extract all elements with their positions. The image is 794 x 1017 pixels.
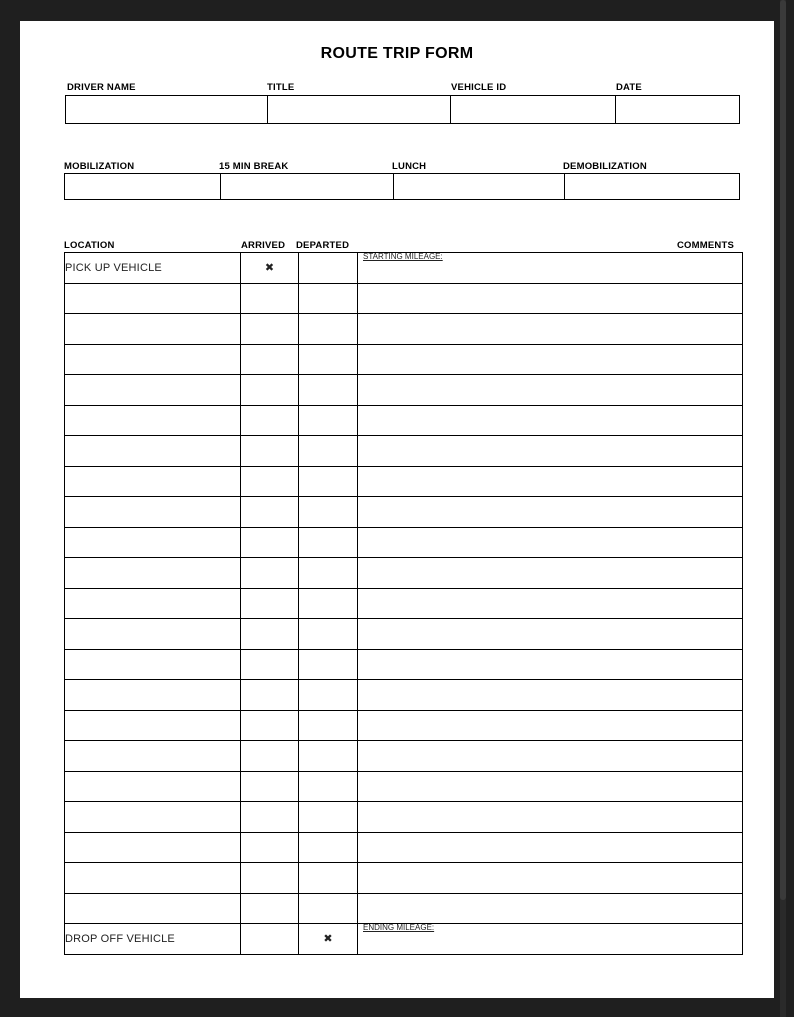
location-cell[interactable] [65,283,241,314]
table-row [65,863,743,894]
trip-table [64,252,743,955]
comment-cell[interactable] [358,344,743,375]
arrived-cell[interactable] [241,558,299,589]
departed-cell[interactable] [299,588,358,619]
comment-cell[interactable] [358,588,743,619]
table-row [65,405,743,436]
arrived-cell[interactable] [241,802,299,833]
ending-mileage-label: ENDING MILEAGE: [363,922,435,932]
comment-cell[interactable] [358,558,743,589]
table-row [65,893,743,924]
time-fields-box [64,173,740,200]
comment-cell[interactable] [358,741,743,772]
close-icon: ✖ [299,924,358,955]
arrived-column-header: ARRIVED [241,240,286,251]
departed-cell[interactable] [299,497,358,528]
location-cell[interactable] [65,710,241,741]
departed-cell[interactable] [299,527,358,558]
table-row-pickup [65,253,743,284]
arrived-cell[interactable] [241,405,299,436]
arrived-cell[interactable] [241,771,299,802]
table-row [65,832,743,863]
location-cell[interactable]: PICK UP VEHICLE [65,253,241,284]
comment-cell[interactable] [358,314,743,345]
departed-cell[interactable] [299,314,358,345]
departed-cell[interactable] [299,283,358,314]
location-cell[interactable] [65,527,241,558]
comment-cell[interactable] [358,405,743,436]
header-fields-box [65,95,740,124]
arrived-cell[interactable] [241,863,299,894]
departed-cell[interactable] [299,344,358,375]
arrived-cell[interactable] [241,893,299,924]
mobilization-label: MOBILIZATION [64,161,135,172]
arrived-cell[interactable] [241,344,299,375]
departed-cell[interactable] [299,802,358,833]
comment-cell[interactable] [358,527,743,558]
departed-cell[interactable] [299,558,358,589]
comment-cell[interactable] [358,466,743,497]
form-page [20,21,774,998]
location-cell[interactable] [65,649,241,680]
location-cell[interactable]: DROP OFF VEHICLE [65,924,241,955]
table-row [65,314,743,345]
departed-cell[interactable] [299,863,358,894]
arrived-cell[interactable] [241,588,299,619]
location-cell[interactable] [65,680,241,711]
arrived-cell[interactable] [241,283,299,314]
table-row [65,558,743,589]
date-field[interactable] [615,96,739,123]
location-cell[interactable] [65,558,241,589]
break-field[interactable] [220,174,393,199]
departed-cell[interactable] [299,405,358,436]
location-cell[interactable] [65,314,241,345]
location-cell[interactable] [65,344,241,375]
location-cell[interactable] [65,436,241,467]
location-cell[interactable] [65,832,241,863]
location-cell[interactable] [65,893,241,924]
comment-cell[interactable] [358,497,743,528]
departed-cell[interactable] [299,375,358,406]
location-cell[interactable] [65,405,241,436]
location-cell[interactable] [65,771,241,802]
table-row [65,771,743,802]
driver-name-field[interactable] [66,96,267,123]
arrived-cell[interactable] [241,924,299,955]
starting-mileage-label: STARTING MILEAGE: [363,251,443,261]
departed-cell[interactable] [299,253,358,284]
vehicle-id-field[interactable] [450,96,615,123]
lunch-field[interactable] [393,174,564,199]
table-row [65,466,743,497]
date-label: DATE [616,82,642,93]
departed-cell[interactable] [299,741,358,772]
comment-cell[interactable] [358,436,743,467]
arrived-cell[interactable] [241,741,299,772]
comments-column-header: COMMENTS [677,240,735,251]
departed-cell[interactable] [299,710,358,741]
arrived-cell[interactable] [241,314,299,345]
arrived-cell[interactable] [241,710,299,741]
form-title: ROUTE TRIP FORM [320,45,474,62]
comment-cell[interactable] [358,893,743,924]
table-row [65,710,743,741]
location-cell[interactable] [65,497,241,528]
location-cell[interactable] [65,741,241,772]
table-row [65,680,743,711]
arrived-cell[interactable] [241,680,299,711]
departed-cell[interactable] [299,771,358,802]
comment-cell[interactable] [358,832,743,863]
driver-name-label: DRIVER NAME [67,82,136,93]
table-row [65,497,743,528]
arrived-cell[interactable] [241,436,299,467]
table-row [65,802,743,833]
table-row [65,649,743,680]
scrollbar[interactable] [780,0,786,1017]
break-label: 15 MIN BREAK [219,161,289,172]
comment-cell[interactable] [358,924,743,955]
comment-cell[interactable] [358,375,743,406]
departed-cell[interactable] [299,893,358,924]
title-field[interactable] [267,96,450,123]
table-row [65,375,743,406]
vehicle-id-label: VEHICLE ID [451,82,507,93]
location-cell[interactable] [65,588,241,619]
departed-cell[interactable] [299,680,358,711]
lunch-label: LUNCH [392,161,427,172]
close-icon: ✖ [241,253,299,284]
mobilization-field[interactable] [65,174,220,199]
table-row [65,588,743,619]
departed-cell[interactable] [299,649,358,680]
comment-cell[interactable] [358,802,743,833]
table-row [65,527,743,558]
location-cell[interactable] [65,802,241,833]
title-label: TITLE [267,82,295,93]
comment-cell[interactable] [358,649,743,680]
departed-cell[interactable] [299,619,358,650]
table-row [65,436,743,467]
comment-cell[interactable] [358,771,743,802]
table-row [65,283,743,314]
demobilization-label: DEMOBILIZATION [563,161,647,172]
arrived-cell[interactable] [241,466,299,497]
comment-cell[interactable] [358,283,743,314]
arrived-cell[interactable] [241,619,299,650]
comment-cell[interactable] [358,710,743,741]
location-cell[interactable] [65,375,241,406]
departed-cell[interactable] [299,436,358,467]
comment-cell[interactable] [358,619,743,650]
departed-column-header: DEPARTED [296,240,350,251]
departed-cell[interactable] [299,466,358,497]
table-row-dropoff [65,924,743,955]
location-cell[interactable] [65,619,241,650]
comment-cell[interactable] [358,680,743,711]
comment-cell[interactable] [358,863,743,894]
location-cell[interactable] [65,466,241,497]
departed-cell[interactable] [299,832,358,863]
arrived-cell[interactable] [241,527,299,558]
arrived-cell[interactable] [241,832,299,863]
arrived-cell[interactable] [241,375,299,406]
scrollbar-thumb[interactable] [780,0,786,900]
arrived-cell[interactable] [241,497,299,528]
location-cell[interactable] [65,863,241,894]
comment-cell[interactable] [358,253,743,284]
table-row [65,344,743,375]
table-row [65,619,743,650]
arrived-cell[interactable] [241,649,299,680]
table-row [65,741,743,772]
demobilization-field[interactable] [564,174,739,199]
location-column-header: LOCATION [64,240,115,251]
